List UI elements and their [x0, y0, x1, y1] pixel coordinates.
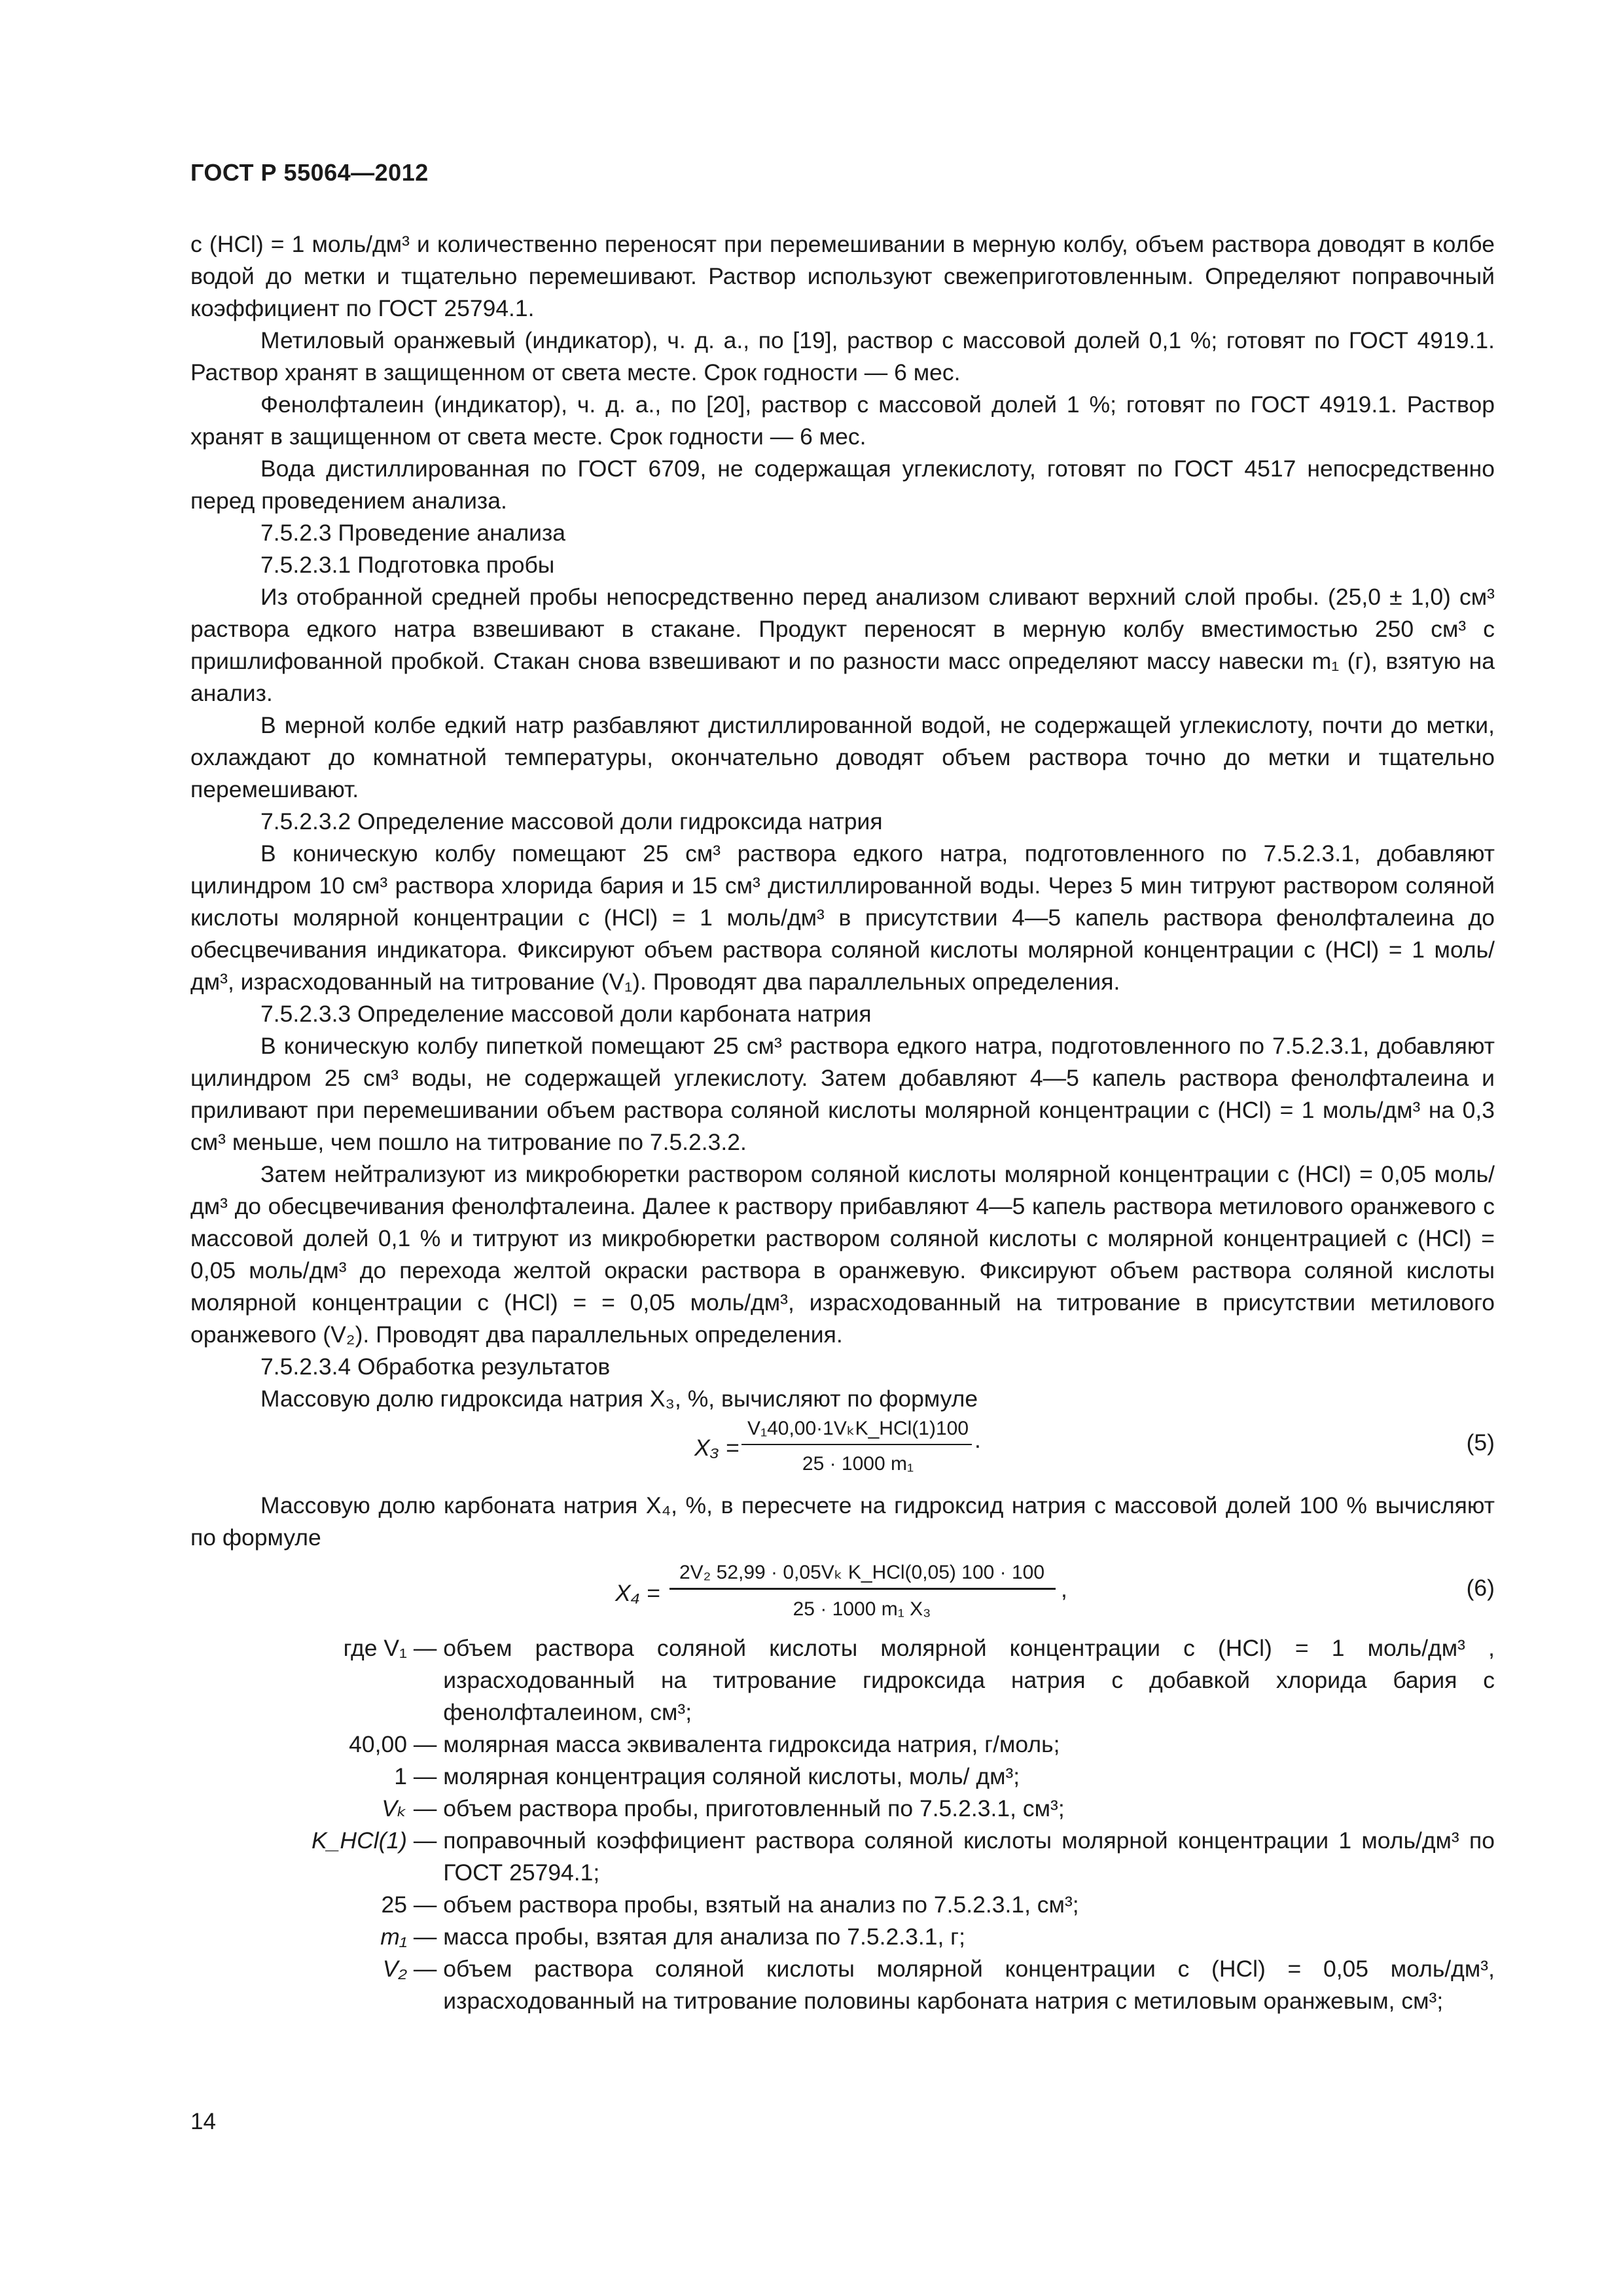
formula-5-lhs: X₃ =	[694, 1435, 740, 1461]
document-header-code: ГОСТ Р 55064—2012	[190, 159, 429, 186]
formula-5-fraction-bar	[741, 1444, 972, 1445]
section-heading: 7.5.2.3.1 Подготовка пробы	[260, 552, 555, 578]
section-heading: 7.5.2.3 Проведение анализа	[260, 520, 566, 546]
paragraph: Метиловый оранжевый (индикатор), ч. д. а., по [19], раствор с массовой долей 0,1 %; готовят по ГОСТ 4919.1. Раствор хранят в защищенном от света месте. Срок годности — 6 мес.	[190, 327, 1495, 386]
paragraph: с (HCl) = 1 моль/дм³ и количественно переносят при перемешивании в мерную колбу, объем раствора доводят в колбе водой до метки и тщательно перемешивают. Раствор используют свежеприготовленным. Определяют поправочный коэффициент по ГОСТ 25794.1.	[190, 231, 1495, 321]
formula-6-numerator: 2V₂ 52,99 · 0,05Vₖ K_HCl(0,05) 100 · 100	[679, 1562, 1045, 1583]
formula-5-numerator: V₁40,00·1VₖK_HCl(1)100	[747, 1418, 969, 1439]
definition-symbol: 40,00	[349, 1731, 407, 1757]
formula-5-punctuation: .	[974, 1427, 981, 1453]
paragraph: Из отобранной средней пробы непосредственно перед анализом сливают верхний слой пробы. (25,0 ± 1,0) см³ раствора едкого натра взвешивают в стакане. Продукт переносят в мерную колбу вместимостью 250 см³ с пришлифованной пробкой. Стакан снова взвешивают и по разности масс определяют массу навески m₁ (г), взятую на анализ.	[190, 584, 1495, 706]
document-body	[190, 228, 1495, 2017]
formula-6-punctuation: ,	[1061, 1576, 1067, 1602]
definition-symbol: где V₁	[343, 1635, 407, 1661]
definition-text: молярная концентрация соляной кислоты, моль/ дм³;	[443, 1763, 1020, 1789]
definitions-list	[190, 1632, 1495, 2017]
paragraph: В коническую колбу пипеткой помещают 25 см³ раствора едкого натра, подготовленного по 7.5.2.3.1, добавляют цилиндром 25 см³ воды, не содержащей углекислоту. Затем добавляют 4—5 капель раствора фенолфталеина и приливают при перемешивании объем раствора соляной кислоты молярной концентрации с (HCl) = 1 моль/дм³ на 0,3 см³ меньше, чем пошло на титрование по 7.5.2.3.2.	[190, 1033, 1495, 1155]
paragraph: Фенолфталеин (индикатор), ч. д. а., по [20], раствор с массовой долей 1 %; готовят по ГОСТ 4919.1. Раствор хранят в защищенном от света месте. Срок годности — 6 мес.	[190, 391, 1495, 450]
definition-text: объем раствора соляной кислоты молярной концентрации с (HCl) = 1 моль/дм³ , израсходованный на титрование гидроксида натрия с добавкой хлорида бария с фенолфталеином, см³;	[443, 1635, 1495, 1725]
definition-text: поправочный коэффициент раствора соляной кислоты молярной концентрации 1 моль/дм³ по ГОСТ 25794.1;	[443, 1827, 1495, 1886]
paragraph: В коническую колбу помещают 25 см³ раствора едкого натра, подготовленного по 7.5.2.3.1, добавляют цилиндром 10 см³ раствора хлорида бария и 15 см³ дистиллированной воды. Через 5 мин титруют раствором соляной кислоты молярной концентрации с (HCl) = 1 моль/дм³ в присутствии 4—5 капель раствора фенолфталеина до обесцвечивания индикатора. Фиксируют объем раствора соляной кислоты молярной концентрации с (HCl) = 1 моль/дм³, израсходованный на титрование (V₁). Проводят два параллельных определения.	[190, 840, 1495, 995]
definition-text: молярная масса эквивалента гидроксида натрия, г/моль;	[443, 1731, 1060, 1757]
formula-5	[190, 1415, 1495, 1479]
definition-item: m₁ — масса пробы, взятая для анализа по 7.5.2.3.1, г;	[190, 1921, 1495, 1953]
formula-6-number: (6)	[1466, 1575, 1495, 1601]
definition-symbol: 1	[394, 1763, 407, 1789]
definition-symbol: Vₖ	[382, 1795, 407, 1821]
section-heading: 7.5.2.3.4 Обработка результатов	[260, 1354, 611, 1380]
definition-symbol: 25	[381, 1892, 407, 1918]
paragraph: Массовую долю карбоната натрия X₄, %, в пересчете на гидроксид натрия с массовой долей 100 % вычисляют по формуле	[190, 1492, 1495, 1551]
definition-text: объем раствора пробы, взятый на анализ по 7.5.2.3.1, см³;	[443, 1892, 1079, 1918]
page-number: 14	[190, 2109, 216, 2134]
formula-6-lhs: X₄ =	[615, 1580, 660, 1606]
definition-text: объем раствора соляной кислоты молярной концентрации с (HCl) = 0,05 моль/дм³, израсходованный на титрование половины карбоната натрия с метиловым оранжевым, см³;	[443, 1956, 1495, 2014]
definition-item: 40,00 — молярная масса эквивалента гидроксида натрия, г/моль;	[190, 1729, 1495, 1761]
formula-6	[190, 1554, 1495, 1627]
paragraph: Вода дистиллированная по ГОСТ 6709, не содержащая углекислоту, готовят по ГОСТ 4517 непосредственно перед проведением анализа.	[190, 456, 1495, 514]
definition-item: где V₁ — объем раствора соляной кислоты молярной концентрации с (HCl) = 1 моль/дм³ , израсходованный на титрование гидроксида натрия с добавкой хлорида бария с фенолфталеином, см³;	[190, 1632, 1495, 1729]
formula-6-denominator: 25 · 1000 m₁ X₃	[793, 1598, 931, 1620]
definition-symbol: V₂	[382, 1956, 407, 1982]
paragraph: Затем нейтрализуют из микробюретки раствором соляной кислоты молярной концентрации с (HCl) = 0,05 моль/дм³ до обесцвечивания фенолфталеина. Далее к раствору прибавляют 4—5 капель раствора метилового оранжевого с массовой долей 0,1 % и титруют из микробюретки раствором соляной кислоты с молярной концентрацией с (HCl) = 0,05 моль/дм³ до перехода желтой окраски раствора в оранжевую. Фиксируют объем раствора соляной кислоты молярной концентрации с (HCl) = = 0,05 моль/дм³, израсходованный на титрование в присутствии метилового оранжевого (V₂). Проводят два параллельных определения.	[190, 1161, 1495, 1348]
definition-text: объем раствора пробы, приготовленный по 7.5.2.3.1, см³;	[443, 1795, 1065, 1821]
section-heading: 7.5.2.3.3 Определение массовой доли карбоната натрия	[260, 1001, 872, 1027]
definition-text: масса пробы, взятая для анализа по 7.5.2.3.1, г;	[443, 1924, 965, 1950]
definition-item: 1 — молярная концентрация соляной кислоты, моль/ дм³;	[190, 1761, 1495, 1793]
definition-item: 25 — объем раствора пробы, взятый на анализ по 7.5.2.3.1, см³;	[190, 1889, 1495, 1921]
section-heading: 7.5.2.3.2 Определение массовой доли гидроксида натрия	[260, 808, 883, 834]
formula-5-number: (5)	[1466, 1429, 1495, 1456]
definition-symbol: K_HCl(1)	[312, 1827, 407, 1854]
definition-item: K_HCl(1) — поправочный коэффициент раствора соляной кислоты молярной концентрации 1 моль/дм³ по ГОСТ 25794.1;	[190, 1825, 1495, 1889]
formula-5-denominator: 25 · 1000 m₁	[802, 1453, 914, 1475]
paragraph: Массовую долю гидроксида натрия X₃, %, вычисляют по формуле	[260, 1386, 978, 1412]
definition-item: V₂ — объем раствора соляной кислоты молярной концентрации с (HCl) = 0,05 моль/дм³, израсходованный на титрование половины карбоната натрия с метиловым оранжевым, см³;	[190, 1953, 1495, 2017]
formula-6-fraction-bar	[669, 1588, 1056, 1590]
definition-symbol: m₁	[380, 1924, 407, 1950]
definition-item: Vₖ — объем раствора пробы, приготовленный по 7.5.2.3.1, см³;	[190, 1793, 1495, 1825]
paragraph: В мерной колбе едкий натр разбавляют дистиллированной водой, не содержащей углекислоту, почти до метки, охлаждают до комнатной температуры, окончательно доводят объем раствора точно до метки и тщательно перемешивают.	[190, 712, 1495, 802]
